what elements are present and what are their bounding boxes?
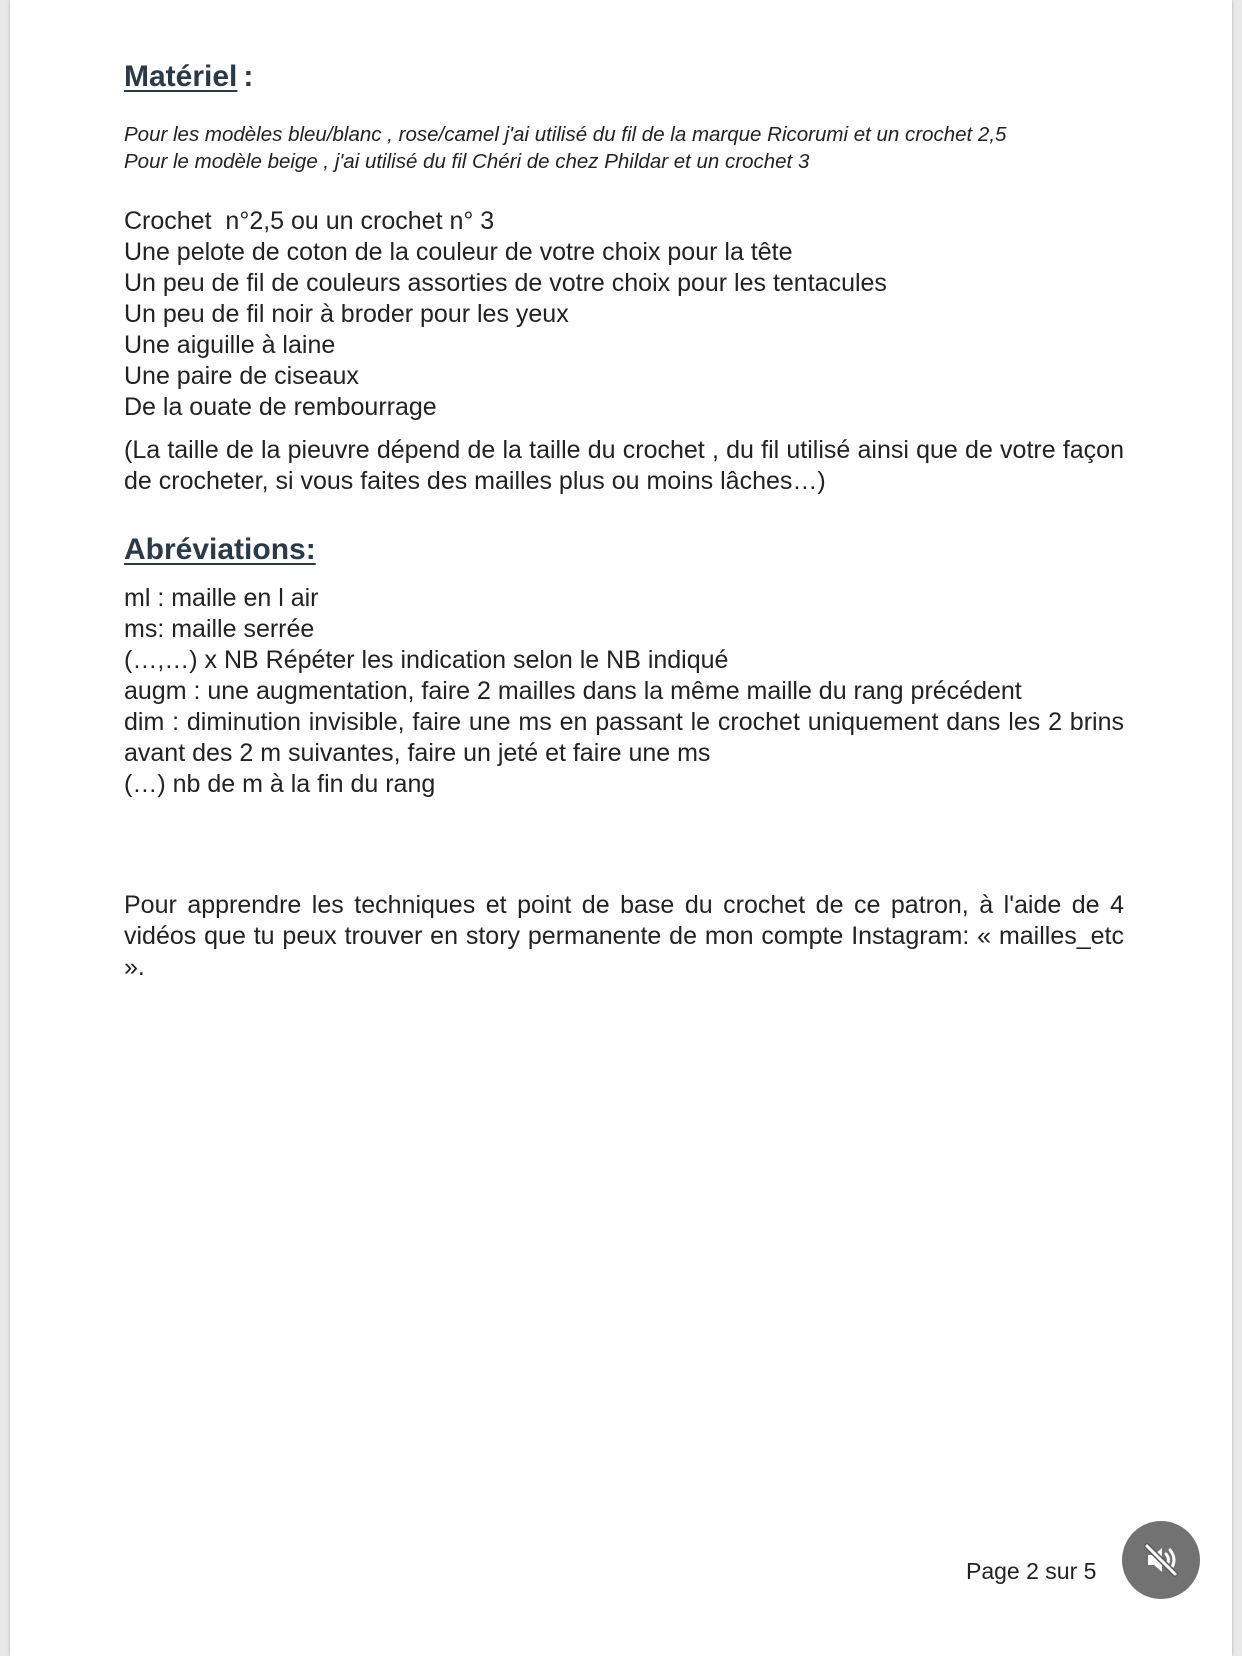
abbreviation-item: (…) nb de m à la fin du rang — [124, 770, 436, 798]
materiel-heading-text: Matériel — [124, 60, 238, 93]
materiel-item: Un peu de fil noir à broder pour les yeux — [124, 300, 569, 328]
abbreviations-heading: Abréviations: — [124, 533, 316, 566]
materiel-item: Une pelote de coton de la couleur de votre choix pour la tête — [124, 238, 793, 266]
materiel-heading-colon: : — [243, 60, 254, 93]
abbreviations-list — [124, 583, 1124, 800]
materiel-heading — [124, 60, 1124, 94]
materiel-notes — [124, 121, 1124, 175]
abbreviation-item: augm : une augmentation, faire 2 mailles dans la même maille du rang précédent — [124, 677, 1022, 705]
size-note: (La taille de la pieuvre dépend de la taille du crochet , du fil utilisé ainsi que de votre façon de crocheter, si vous faites des mailles plus ou moins lâches…) — [124, 436, 1124, 495]
abbreviation-item: dim : diminution invisible, faire une ms en passant le crochet uniquement dans les 2 brins avant des 2 m suivantes, faire un jeté et faire une ms — [124, 708, 1124, 767]
materiel-item: Une paire de ciseaux — [124, 362, 359, 390]
learn-note: Pour apprendre les techniques et point de base du crochet de ce patron, à l'aide de 4 vidéos que tu peux trouver en story permanente de mon compte Instagram: « mailles_etc ». — [124, 891, 1124, 981]
document-page — [10, 0, 1232, 1656]
materiel-item: Un peu de fil de couleurs assorties de votre choix pour les tentacules — [124, 269, 887, 297]
abbreviation-item: ms: maille serrée — [124, 615, 315, 643]
abbreviation-item: (…,…) x NB Répéter les indication selon le NB indiqué — [124, 646, 729, 674]
abbreviation-item: ml : maille en l air — [124, 584, 319, 612]
materiel-note: Pour le modèle beige , j'ai utilisé du fil Chéri de chez Phildar et un crochet 3 — [124, 150, 810, 173]
page-number: Page 2 sur 5 — [966, 1558, 1097, 1584]
materiel-item: Crochet n°2,5 ou un crochet n° 3 — [124, 207, 495, 235]
materiel-item: Une aiguille à laine — [124, 331, 336, 359]
materiel-item: De la ouate de rembourrage — [124, 393, 437, 421]
materiel-note: Pour les modèles bleu/blanc , rose/camel j'ai utilisé du fil de la marque Ricorumi et un crochet 2,5 — [124, 123, 1007, 146]
materiel-list — [124, 206, 1124, 423]
speaker-muted-icon — [1141, 1540, 1181, 1580]
mute-button[interactable] — [1122, 1521, 1200, 1599]
